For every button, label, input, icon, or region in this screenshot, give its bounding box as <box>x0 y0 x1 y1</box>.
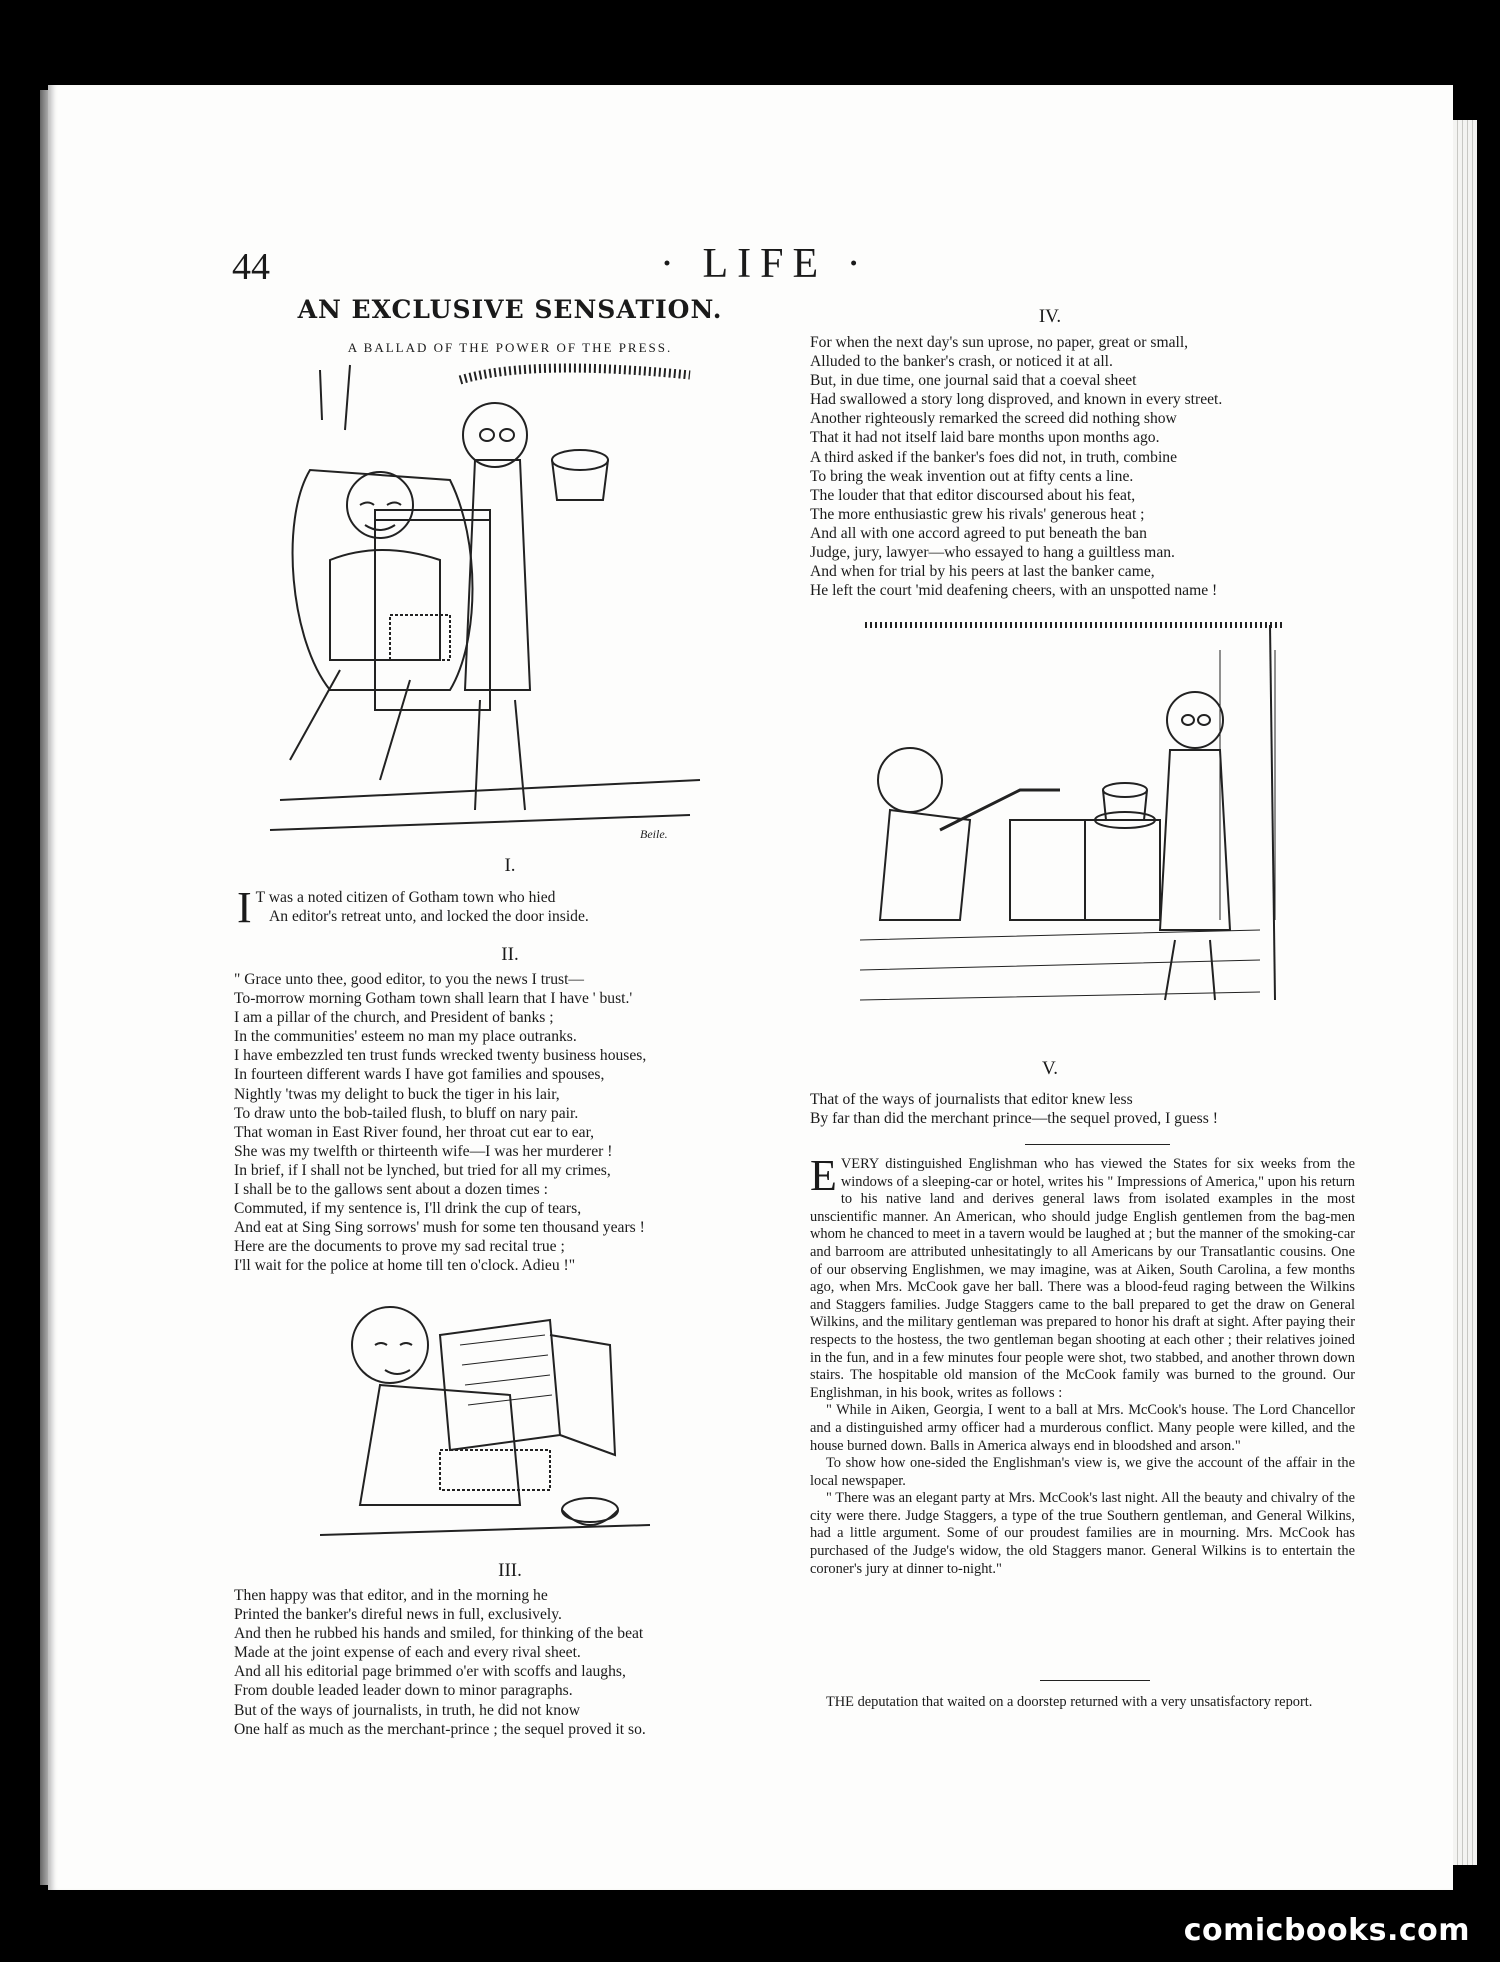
stanza-3-line: From double leaded leader down to minor paragraphs. <box>234 1682 573 1700</box>
essay-paragraph: VERY distinguished Englishman who has viewed the States for six weeks from the windows of a sleeping-car or hotel, writes his " Impressions of America," upon his return to his native land and derives general laws from isolated examples in the most unscientific manner. An American, who should judge English gentlemen from the bag-men whom he chanced to meet in a tavern would be laughed at ; but the manner of the smoking-car and barroom are attributed unhesitatingly to all Americans by our Transatlantic cousins. One of our observing Englishmen, we may imagine, was at Aiken, South Carolina, a few months ago, when Mrs. McCook gave her ball. There was a blood-feud raging between the Wilkins and Staggers families. Judge Staggers came to the ball prepared to get the draw on General Wilkins, and the military gentleman was prepared to honor his draft at sight. After paying their respects to the hostess, the two gentleman began shooting at each other ; their relatives joined in the fun, and in a few minutes four people were shot, two stabbed, and another thrown down stairs. The hospitable old mansion of the McCook family was burned to the ground. Our Englishman, in his book, writes as follows : <box>810 1156 1355 1401</box>
stanza-2-line: Here are the documents to prove my sad recital true ; <box>234 1238 565 1256</box>
stanza-2-line: She was my twelfth or thirteenth wife—I was her murderer ! <box>234 1142 613 1160</box>
closing-paragraph-lead: THE <box>826 1694 854 1710</box>
closing-paragraph <box>810 1694 1355 1712</box>
stanza-2-line: To-morrow morning Gotham town shall learn that I have ' bust.' <box>234 990 633 1008</box>
stanza-1-line: T was a noted citizen of Gotham town who hied <box>255 889 556 906</box>
page-number: 44 <box>232 246 270 288</box>
stanza-3-line: And then he rubbed his hands and smiled, for thinking of the beat <box>234 1625 644 1643</box>
stanza-2-line: In the communities' esteem no man my place outranks. <box>234 1028 577 1046</box>
stanza-2-line: And eat at Sing Sing sorrows' mush for some ten thousand years ! <box>234 1219 645 1237</box>
stanza-3-line: Made at the joint expense of each and every rival sheet. <box>234 1644 581 1662</box>
stanza-2 <box>234 970 804 1276</box>
stanza-4-line: Alluded to the banker's crash, or noticed it at all. <box>810 353 1113 371</box>
stanza-2-numeral: II. <box>501 944 519 965</box>
stanza-1-dropcap: I <box>237 883 252 932</box>
stanza-4-line: Judge, jury, lawyer—who essayed to hang a guiltless man. <box>810 544 1175 562</box>
essay-dropcap: E <box>810 1151 837 1200</box>
stanza-3 <box>234 1586 804 1739</box>
illustration-editor-reading <box>320 1275 660 1555</box>
stanza-5-line: That of the ways of journalists that editor knew less <box>810 1091 1133 1108</box>
stanza-1-line: An editor's retreat unto, and locked the door inside. <box>269 908 589 926</box>
stanza-2-line: In brief, if I shall not be lynched, but tried for all my crimes, <box>234 1161 611 1179</box>
stanza-2-line: To draw unto the bob-tailed flush, to bluff on nary pair. <box>234 1104 579 1122</box>
stanza-4-line: The more enthusiastic grew his rivals' generous heat ; <box>810 505 1145 523</box>
stanza-2-line: Commuted, if my sentence is, I'll drink the cup of tears, <box>234 1200 582 1218</box>
stanza-3-numeral: III. <box>498 1560 522 1581</box>
stanza-4-line: That it had not itself laid bare months upon months ago. <box>810 429 1160 447</box>
stanza-4-line: But, in due time, one journal said that a coeval sheet <box>810 372 1137 390</box>
section-divider <box>1040 1680 1150 1681</box>
stanza-4-line: He left the court 'mid deafening cheers, with an unspotted name ! <box>810 582 1218 600</box>
illustration-banker-and-editor <box>250 360 720 860</box>
stanza-4 <box>810 333 1370 600</box>
page-edge <box>1453 120 1477 1865</box>
stanza-2-line: I am a pillar of the church, and President of banks ; <box>234 1009 554 1027</box>
stanza-4-line: Had swallowed a story long disproved, and known in every street. <box>810 391 1223 409</box>
stanza-4-line: And when for trial by his peers at last the banker came, <box>810 563 1155 581</box>
stanza-2-line: That woman in East River found, her throat cut ear to ear, <box>234 1123 595 1141</box>
stanza-2-line: I have embezzled ten trust funds wrecked twenty business houses, <box>234 1047 647 1065</box>
stanza-5 <box>810 1090 1370 1128</box>
stanza-2-line: " Grace unto thee, good editor, to you the news I trust— <box>234 971 585 988</box>
stanza-3-line: Then happy was that editor, and in the morning he <box>234 1587 548 1604</box>
stanza-4-line: A third asked if the banker's foes did not, in truth, combine <box>810 448 1178 466</box>
section-divider <box>1025 1144 1170 1145</box>
stanza-3-line: And all his editorial page brimmed o'er with scoffs and laughs, <box>234 1663 626 1681</box>
stanza-1-numeral: I. <box>504 855 516 876</box>
stanza-4-line: Another righteously remarked the screed did nothing show <box>810 410 1177 428</box>
stanza-5-numeral: V. <box>1041 1058 1059 1079</box>
stanza-4-numeral: IV. <box>1038 306 1062 327</box>
closing-paragraph-text: deputation that waited on a doorstep returned with a very unsatisfactory report. <box>853 1694 1313 1710</box>
essay <box>810 1151 1355 1578</box>
ballad-title: AN EXCLUSIVE SENSATION. <box>297 295 723 324</box>
stanza-4-line: The louder that that editor discoursed about his feat, <box>810 486 1136 504</box>
stanza-3-line: Printed the banker's direful news in full, exclusively. <box>234 1606 562 1624</box>
stanza-2-line: I shall be to the gallows sent about a dozen times : <box>234 1181 548 1199</box>
stanza-1 <box>237 883 807 932</box>
stanza-5-line: By far than did the merchant prince—the sequel proved, I guess ! <box>810 1110 1218 1128</box>
stanza-2-line: In fourteen different wards I have got families and spouses, <box>234 1066 605 1084</box>
watermark: comicbooks.com <box>1183 1913 1470 1948</box>
essay-paragraph: " While in Aiken, Georgia, I went to a ball at Mrs. McCook's house. The Lord Chancellor and a distinguished army officer had a murderous conflict. Many people were killed, and the house burned down. Balls in America always end in bloodshed and arson." <box>810 1402 1355 1454</box>
stanza-3-line: One half as much as the merchant-prince ; the sequel proved it so. <box>234 1720 646 1738</box>
stanza-2-line: I'll wait for the police at home till ten o'clock. Adieu !" <box>234 1257 576 1275</box>
stanza-4-line: For when the next day's sun uprose, no paper, great or small, <box>810 334 1189 351</box>
stanza-4-line: And all with one accord agreed to put beneath the ban <box>810 524 1147 542</box>
ballad-subtitle: A BALLAD OF THE POWER OF THE PRESS. <box>347 340 673 355</box>
stanza-3-line: But of the ways of journalists, in truth, he did not know <box>234 1701 581 1719</box>
stanza-4-line: To bring the weak invention out at fifty cents a line. <box>810 467 1134 485</box>
stanza-2-line: Nightly 'twas my delight to buck the tiger in his lair, <box>234 1085 560 1103</box>
illustration-banker-feet-on-desk <box>860 620 1290 1020</box>
essay-paragraph: " There was an elegant party at Mrs. McCook's last night. All the beauty and chivalry of the city were there. Judge Staggers, a type of the true Southern gentleman, and General Wilkins, had a little argument. Some of our proudest families are in mourning. Mrs. McCook has purchased of the Judge's widow, the old Staggers manor. General Wilkins is to entertain the coroner's jury at dinner to-night." <box>810 1490 1355 1577</box>
illustrator-signature: Beile. <box>640 827 668 841</box>
masthead: · LIFE · <box>660 241 870 287</box>
essay-paragraph: To show how one-sided the Englishman's view is, we give the account of the affair in the local newspaper. <box>810 1455 1355 1489</box>
